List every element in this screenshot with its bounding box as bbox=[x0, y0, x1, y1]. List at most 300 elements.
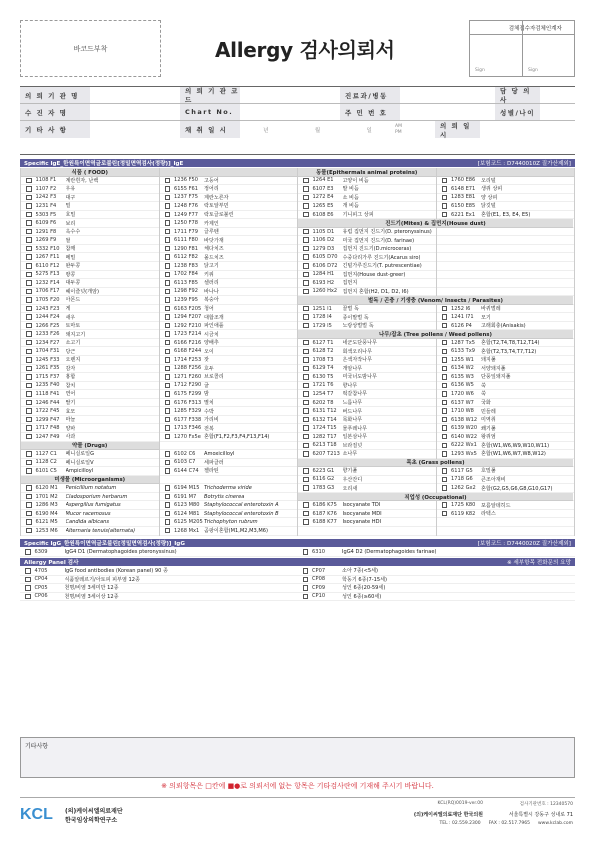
checkbox[interactable] bbox=[442, 340, 448, 346]
test-item[interactable] bbox=[20, 593, 298, 602]
checkbox[interactable] bbox=[303, 254, 309, 260]
checkbox[interactable] bbox=[165, 263, 171, 269]
test-item[interactable] bbox=[298, 416, 436, 425]
checkbox[interactable] bbox=[303, 340, 309, 346]
test-item[interactable] bbox=[298, 211, 436, 220]
checkbox[interactable] bbox=[26, 400, 32, 406]
test-item[interactable] bbox=[160, 279, 298, 288]
checkbox[interactable] bbox=[26, 263, 32, 269]
checkbox[interactable] bbox=[303, 568, 309, 574]
test-item[interactable] bbox=[298, 510, 436, 519]
checkbox[interactable] bbox=[303, 357, 309, 363]
test-item[interactable] bbox=[21, 484, 159, 493]
checkbox[interactable] bbox=[165, 289, 171, 295]
test-item[interactable] bbox=[21, 467, 159, 476]
test-item[interactable] bbox=[298, 373, 436, 382]
test-item[interactable] bbox=[160, 347, 298, 356]
checkbox[interactable] bbox=[303, 280, 309, 286]
checkbox[interactable] bbox=[26, 203, 32, 209]
test-item[interactable] bbox=[21, 399, 159, 408]
ampm-selector[interactable] bbox=[395, 124, 435, 136]
checkbox[interactable] bbox=[165, 417, 171, 423]
test-item[interactable] bbox=[21, 279, 159, 288]
checkbox[interactable] bbox=[165, 254, 171, 260]
checkbox[interactable] bbox=[25, 568, 31, 574]
checkbox[interactable] bbox=[165, 229, 171, 235]
checkbox[interactable] bbox=[26, 220, 32, 226]
checkbox[interactable] bbox=[26, 434, 32, 440]
test-item[interactable] bbox=[437, 211, 575, 220]
checkbox[interactable] bbox=[303, 443, 309, 449]
checkbox[interactable] bbox=[165, 485, 171, 491]
checkbox[interactable] bbox=[442, 434, 448, 440]
checkbox[interactable] bbox=[442, 443, 448, 449]
checkbox[interactable] bbox=[26, 519, 32, 525]
test-item[interactable] bbox=[437, 399, 575, 408]
test-item[interactable] bbox=[21, 305, 159, 314]
test-item[interactable] bbox=[298, 593, 576, 602]
checkbox[interactable] bbox=[165, 400, 171, 406]
checkbox[interactable] bbox=[303, 485, 309, 491]
checkbox[interactable] bbox=[165, 408, 171, 414]
checkbox[interactable] bbox=[26, 237, 32, 243]
checkbox[interactable] bbox=[165, 246, 171, 252]
checkbox[interactable] bbox=[165, 383, 171, 389]
test-item[interactable] bbox=[21, 365, 159, 374]
test-item[interactable] bbox=[298, 313, 436, 322]
test-item[interactable] bbox=[160, 356, 298, 365]
test-item[interactable] bbox=[21, 253, 159, 262]
test-item[interactable] bbox=[298, 390, 436, 399]
test-item[interactable] bbox=[21, 518, 159, 527]
am-option[interactable]: AM bbox=[395, 123, 402, 129]
test-item[interactable] bbox=[298, 433, 436, 442]
checkbox[interactable] bbox=[26, 494, 32, 500]
checkbox[interactable] bbox=[26, 195, 32, 201]
test-item[interactable] bbox=[437, 185, 575, 194]
checkbox[interactable] bbox=[442, 451, 448, 457]
test-item[interactable] bbox=[437, 356, 575, 365]
test-item[interactable] bbox=[298, 584, 576, 593]
test-item[interactable] bbox=[160, 322, 298, 331]
checkbox[interactable] bbox=[26, 314, 32, 320]
test-item[interactable] bbox=[21, 322, 159, 331]
test-item[interactable] bbox=[298, 322, 436, 331]
test-item[interactable] bbox=[298, 576, 576, 585]
test-item[interactable] bbox=[21, 424, 159, 433]
test-item[interactable] bbox=[160, 390, 298, 399]
checkbox[interactable] bbox=[26, 460, 32, 466]
checkbox[interactable] bbox=[26, 511, 32, 517]
checkbox[interactable] bbox=[165, 306, 171, 312]
checkbox[interactable] bbox=[303, 246, 309, 252]
checkbox[interactable] bbox=[165, 220, 171, 226]
checkbox[interactable] bbox=[165, 434, 171, 440]
test-item[interactable] bbox=[21, 245, 159, 254]
test-item[interactable] bbox=[298, 228, 436, 237]
checkbox[interactable] bbox=[303, 434, 309, 440]
test-item[interactable] bbox=[160, 288, 298, 297]
test-item[interactable] bbox=[21, 219, 159, 228]
test-item[interactable] bbox=[298, 467, 436, 476]
checkbox[interactable] bbox=[303, 585, 309, 591]
test-item[interactable] bbox=[21, 313, 159, 322]
test-item[interactable] bbox=[160, 518, 298, 527]
checkbox[interactable] bbox=[26, 417, 32, 423]
test-item[interactable] bbox=[437, 305, 575, 314]
test-item[interactable] bbox=[437, 202, 575, 211]
test-item[interactable] bbox=[437, 313, 575, 322]
checkbox[interactable] bbox=[442, 195, 448, 201]
checkbox[interactable] bbox=[303, 366, 309, 372]
test-item[interactable] bbox=[160, 211, 298, 220]
test-item[interactable] bbox=[160, 484, 298, 493]
checkbox[interactable] bbox=[165, 391, 171, 397]
test-item[interactable] bbox=[437, 424, 575, 433]
test-item[interactable] bbox=[160, 185, 298, 194]
checkbox[interactable] bbox=[165, 314, 171, 320]
checkbox[interactable] bbox=[303, 477, 309, 483]
checkbox[interactable] bbox=[303, 417, 309, 423]
checkbox[interactable] bbox=[303, 374, 309, 380]
checkbox[interactable] bbox=[442, 349, 448, 355]
checkbox[interactable] bbox=[165, 323, 171, 329]
test-item[interactable] bbox=[21, 347, 159, 356]
test-item[interactable] bbox=[298, 399, 436, 408]
checkbox[interactable] bbox=[26, 340, 32, 346]
checkbox[interactable] bbox=[442, 400, 448, 406]
test-item[interactable] bbox=[298, 365, 436, 374]
test-item[interactable] bbox=[21, 510, 159, 519]
checkbox[interactable] bbox=[25, 577, 31, 583]
checkbox[interactable] bbox=[165, 340, 171, 346]
checkbox[interactable] bbox=[165, 280, 171, 286]
test-item[interactable] bbox=[298, 518, 436, 527]
checkbox[interactable] bbox=[442, 468, 448, 474]
checkbox[interactable] bbox=[165, 272, 171, 278]
checkbox[interactable] bbox=[303, 383, 309, 389]
test-item[interactable] bbox=[160, 373, 298, 382]
test-item[interactable] bbox=[437, 433, 575, 442]
checkbox[interactable] bbox=[26, 366, 32, 372]
checkbox[interactable] bbox=[303, 451, 309, 457]
test-item[interactable] bbox=[437, 476, 575, 485]
test-item[interactable] bbox=[160, 194, 298, 203]
checkbox[interactable] bbox=[26, 425, 32, 431]
checkbox[interactable] bbox=[26, 451, 32, 457]
checkbox[interactable] bbox=[165, 519, 171, 525]
test-item[interactable] bbox=[298, 288, 436, 297]
test-item[interactable] bbox=[437, 194, 575, 203]
checkbox[interactable] bbox=[442, 408, 448, 414]
checkbox[interactable] bbox=[165, 528, 171, 534]
test-item[interactable] bbox=[160, 202, 298, 211]
test-item[interactable] bbox=[160, 245, 298, 254]
test-item[interactable] bbox=[437, 373, 575, 382]
test-item[interactable] bbox=[437, 467, 575, 476]
checkbox[interactable] bbox=[442, 306, 448, 312]
test-item[interactable] bbox=[437, 339, 575, 348]
test-item[interactable] bbox=[298, 339, 436, 348]
test-item[interactable] bbox=[21, 185, 159, 194]
checkbox[interactable] bbox=[26, 306, 32, 312]
test-item[interactable] bbox=[20, 584, 298, 593]
checkbox[interactable] bbox=[442, 178, 448, 184]
checkbox[interactable] bbox=[303, 391, 309, 397]
test-item[interactable] bbox=[298, 407, 436, 416]
checkbox[interactable] bbox=[303, 237, 309, 243]
test-item[interactable] bbox=[160, 407, 298, 416]
test-item[interactable] bbox=[160, 339, 298, 348]
test-item[interactable] bbox=[298, 424, 436, 433]
test-item[interactable] bbox=[160, 219, 298, 228]
test-item[interactable] bbox=[160, 330, 298, 339]
test-item[interactable] bbox=[21, 450, 159, 459]
checkbox[interactable] bbox=[165, 195, 171, 201]
test-item[interactable] bbox=[437, 347, 575, 356]
test-item[interactable] bbox=[160, 416, 298, 425]
checkbox[interactable] bbox=[303, 263, 309, 269]
test-item[interactable] bbox=[298, 202, 436, 211]
checkbox[interactable] bbox=[165, 349, 171, 355]
checkbox[interactable] bbox=[26, 502, 32, 508]
test-item[interactable] bbox=[298, 305, 436, 314]
checkbox[interactable] bbox=[442, 502, 448, 508]
checkbox[interactable] bbox=[303, 212, 309, 218]
test-item[interactable] bbox=[437, 390, 575, 399]
checkbox[interactable] bbox=[165, 511, 171, 517]
checkbox[interactable] bbox=[165, 494, 171, 500]
checkbox[interactable] bbox=[165, 468, 171, 474]
test-item[interactable] bbox=[437, 442, 575, 451]
checkbox[interactable] bbox=[26, 323, 32, 329]
test-item[interactable] bbox=[160, 296, 298, 305]
test-item[interactable] bbox=[437, 382, 575, 391]
test-item[interactable] bbox=[298, 177, 436, 186]
test-item[interactable] bbox=[21, 330, 159, 339]
checkbox[interactable] bbox=[26, 280, 32, 286]
checkbox[interactable] bbox=[165, 212, 171, 218]
test-item[interactable] bbox=[437, 416, 575, 425]
test-item[interactable] bbox=[298, 484, 436, 493]
checkbox[interactable] bbox=[303, 229, 309, 235]
checkbox[interactable] bbox=[165, 451, 171, 457]
checkbox[interactable] bbox=[442, 186, 448, 192]
test-item[interactable] bbox=[437, 322, 575, 331]
checkbox[interactable] bbox=[26, 246, 32, 252]
test-item[interactable] bbox=[298, 236, 436, 245]
checkbox[interactable] bbox=[442, 212, 448, 218]
test-item[interactable] bbox=[20, 548, 298, 557]
test-item[interactable] bbox=[298, 185, 436, 194]
test-item[interactable] bbox=[160, 450, 298, 459]
test-item[interactable] bbox=[437, 484, 575, 493]
test-item[interactable] bbox=[298, 450, 436, 459]
test-item[interactable] bbox=[21, 228, 159, 237]
checkbox[interactable] bbox=[303, 502, 309, 508]
test-item[interactable] bbox=[160, 253, 298, 262]
checkbox[interactable] bbox=[26, 357, 32, 363]
test-item[interactable] bbox=[21, 339, 159, 348]
checkbox[interactable] bbox=[26, 272, 32, 278]
test-item[interactable] bbox=[298, 501, 436, 510]
test-item[interactable] bbox=[21, 416, 159, 425]
test-item[interactable] bbox=[298, 253, 436, 262]
checkbox[interactable] bbox=[26, 485, 32, 491]
checkbox[interactable] bbox=[26, 297, 32, 303]
test-item[interactable] bbox=[298, 271, 436, 280]
checkbox[interactable] bbox=[26, 212, 32, 218]
test-item[interactable] bbox=[21, 194, 159, 203]
test-item[interactable] bbox=[21, 373, 159, 382]
test-item[interactable] bbox=[21, 262, 159, 271]
checkbox[interactable] bbox=[26, 383, 32, 389]
test-item[interactable] bbox=[21, 296, 159, 305]
checkbox[interactable] bbox=[26, 528, 32, 534]
test-item[interactable] bbox=[298, 476, 436, 485]
test-item[interactable] bbox=[298, 548, 576, 557]
test-item[interactable] bbox=[160, 527, 298, 536]
checkbox[interactable] bbox=[165, 331, 171, 337]
checkbox[interactable] bbox=[442, 314, 448, 320]
test-item[interactable] bbox=[21, 527, 159, 536]
checkbox[interactable] bbox=[303, 549, 309, 555]
test-item[interactable] bbox=[437, 177, 575, 186]
checkbox[interactable] bbox=[303, 519, 309, 525]
test-item[interactable] bbox=[21, 356, 159, 365]
test-item[interactable] bbox=[298, 382, 436, 391]
test-item[interactable] bbox=[437, 365, 575, 374]
test-item[interactable] bbox=[21, 407, 159, 416]
test-item[interactable] bbox=[160, 313, 298, 322]
test-item[interactable] bbox=[437, 407, 575, 416]
checkbox[interactable] bbox=[165, 366, 171, 372]
test-item[interactable] bbox=[21, 382, 159, 391]
checker-box-2[interactable] bbox=[522, 20, 575, 77]
checkbox[interactable] bbox=[303, 306, 309, 312]
test-item[interactable] bbox=[298, 567, 576, 576]
test-item[interactable] bbox=[21, 288, 159, 297]
checkbox[interactable] bbox=[26, 391, 32, 397]
checkbox[interactable] bbox=[442, 203, 448, 209]
test-item[interactable] bbox=[160, 382, 298, 391]
checkbox[interactable] bbox=[303, 408, 309, 414]
checkbox[interactable] bbox=[26, 229, 32, 235]
checkbox[interactable] bbox=[165, 460, 171, 466]
test-item[interactable] bbox=[21, 271, 159, 280]
test-item[interactable] bbox=[437, 510, 575, 519]
test-item[interactable] bbox=[21, 433, 159, 442]
checkbox[interactable] bbox=[26, 254, 32, 260]
checkbox[interactable] bbox=[303, 349, 309, 355]
checkbox[interactable] bbox=[26, 331, 32, 337]
test-item[interactable] bbox=[298, 262, 436, 271]
collection-date-field[interactable] bbox=[240, 126, 395, 134]
test-item[interactable] bbox=[160, 510, 298, 519]
test-item[interactable] bbox=[298, 245, 436, 254]
checkbox[interactable] bbox=[303, 425, 309, 431]
checkbox[interactable] bbox=[26, 374, 32, 380]
test-item[interactable] bbox=[160, 433, 298, 442]
test-item[interactable] bbox=[160, 262, 298, 271]
checkbox[interactable] bbox=[442, 425, 448, 431]
website[interactable]: www.kclab.com bbox=[537, 821, 573, 826]
test-item[interactable] bbox=[298, 347, 436, 356]
checkbox[interactable] bbox=[303, 272, 309, 278]
checkbox[interactable] bbox=[25, 594, 31, 600]
checkbox[interactable] bbox=[25, 549, 31, 555]
test-item[interactable] bbox=[437, 501, 575, 510]
checkbox[interactable] bbox=[165, 425, 171, 431]
test-item[interactable] bbox=[160, 459, 298, 468]
test-item[interactable] bbox=[160, 501, 298, 510]
test-item[interactable] bbox=[21, 459, 159, 468]
test-item[interactable] bbox=[160, 399, 298, 408]
pm-option[interactable]: PM bbox=[395, 129, 402, 135]
test-item[interactable] bbox=[160, 271, 298, 280]
test-item[interactable] bbox=[21, 211, 159, 220]
checkbox[interactable] bbox=[303, 577, 309, 583]
test-item[interactable] bbox=[160, 365, 298, 374]
test-item[interactable] bbox=[21, 501, 159, 510]
test-item[interactable] bbox=[21, 177, 159, 186]
checkbox[interactable] bbox=[303, 511, 309, 517]
checkbox[interactable] bbox=[165, 237, 171, 243]
test-item[interactable] bbox=[298, 356, 436, 365]
test-item[interactable] bbox=[21, 202, 159, 211]
checkbox[interactable] bbox=[303, 289, 309, 295]
checkbox[interactable] bbox=[442, 383, 448, 389]
checkbox[interactable] bbox=[442, 374, 448, 380]
test-item[interactable] bbox=[21, 390, 159, 399]
test-item[interactable] bbox=[298, 442, 436, 451]
test-item[interactable] bbox=[160, 305, 298, 314]
test-item[interactable] bbox=[160, 467, 298, 476]
checkbox[interactable] bbox=[165, 374, 171, 380]
checkbox[interactable] bbox=[442, 391, 448, 397]
checkbox[interactable] bbox=[303, 186, 309, 192]
checkbox[interactable] bbox=[442, 485, 448, 491]
test-item[interactable] bbox=[160, 424, 298, 433]
checkbox[interactable] bbox=[165, 357, 171, 363]
checkbox[interactable] bbox=[26, 289, 32, 295]
checkbox[interactable] bbox=[442, 477, 448, 483]
checkbox[interactable] bbox=[442, 357, 448, 363]
checkbox[interactable] bbox=[165, 502, 171, 508]
checkbox[interactable] bbox=[442, 366, 448, 372]
test-item[interactable] bbox=[160, 177, 298, 186]
test-item[interactable] bbox=[437, 450, 575, 459]
test-item[interactable] bbox=[298, 194, 436, 203]
notes-box[interactable] bbox=[20, 737, 575, 778]
checkbox[interactable] bbox=[165, 203, 171, 209]
checkbox[interactable] bbox=[303, 594, 309, 600]
checkbox[interactable] bbox=[303, 195, 309, 201]
test-item[interactable] bbox=[298, 279, 436, 288]
test-item[interactable] bbox=[21, 493, 159, 502]
test-item[interactable] bbox=[160, 228, 298, 237]
checkbox[interactable] bbox=[303, 203, 309, 209]
checkbox[interactable] bbox=[165, 178, 171, 184]
checkbox[interactable] bbox=[26, 349, 32, 355]
test-item[interactable] bbox=[160, 236, 298, 245]
checkbox[interactable] bbox=[303, 468, 309, 474]
checkbox[interactable] bbox=[303, 314, 309, 320]
checkbox[interactable] bbox=[303, 323, 309, 329]
checkbox[interactable] bbox=[303, 178, 309, 184]
test-item[interactable] bbox=[160, 493, 298, 502]
test-item[interactable] bbox=[20, 576, 298, 585]
